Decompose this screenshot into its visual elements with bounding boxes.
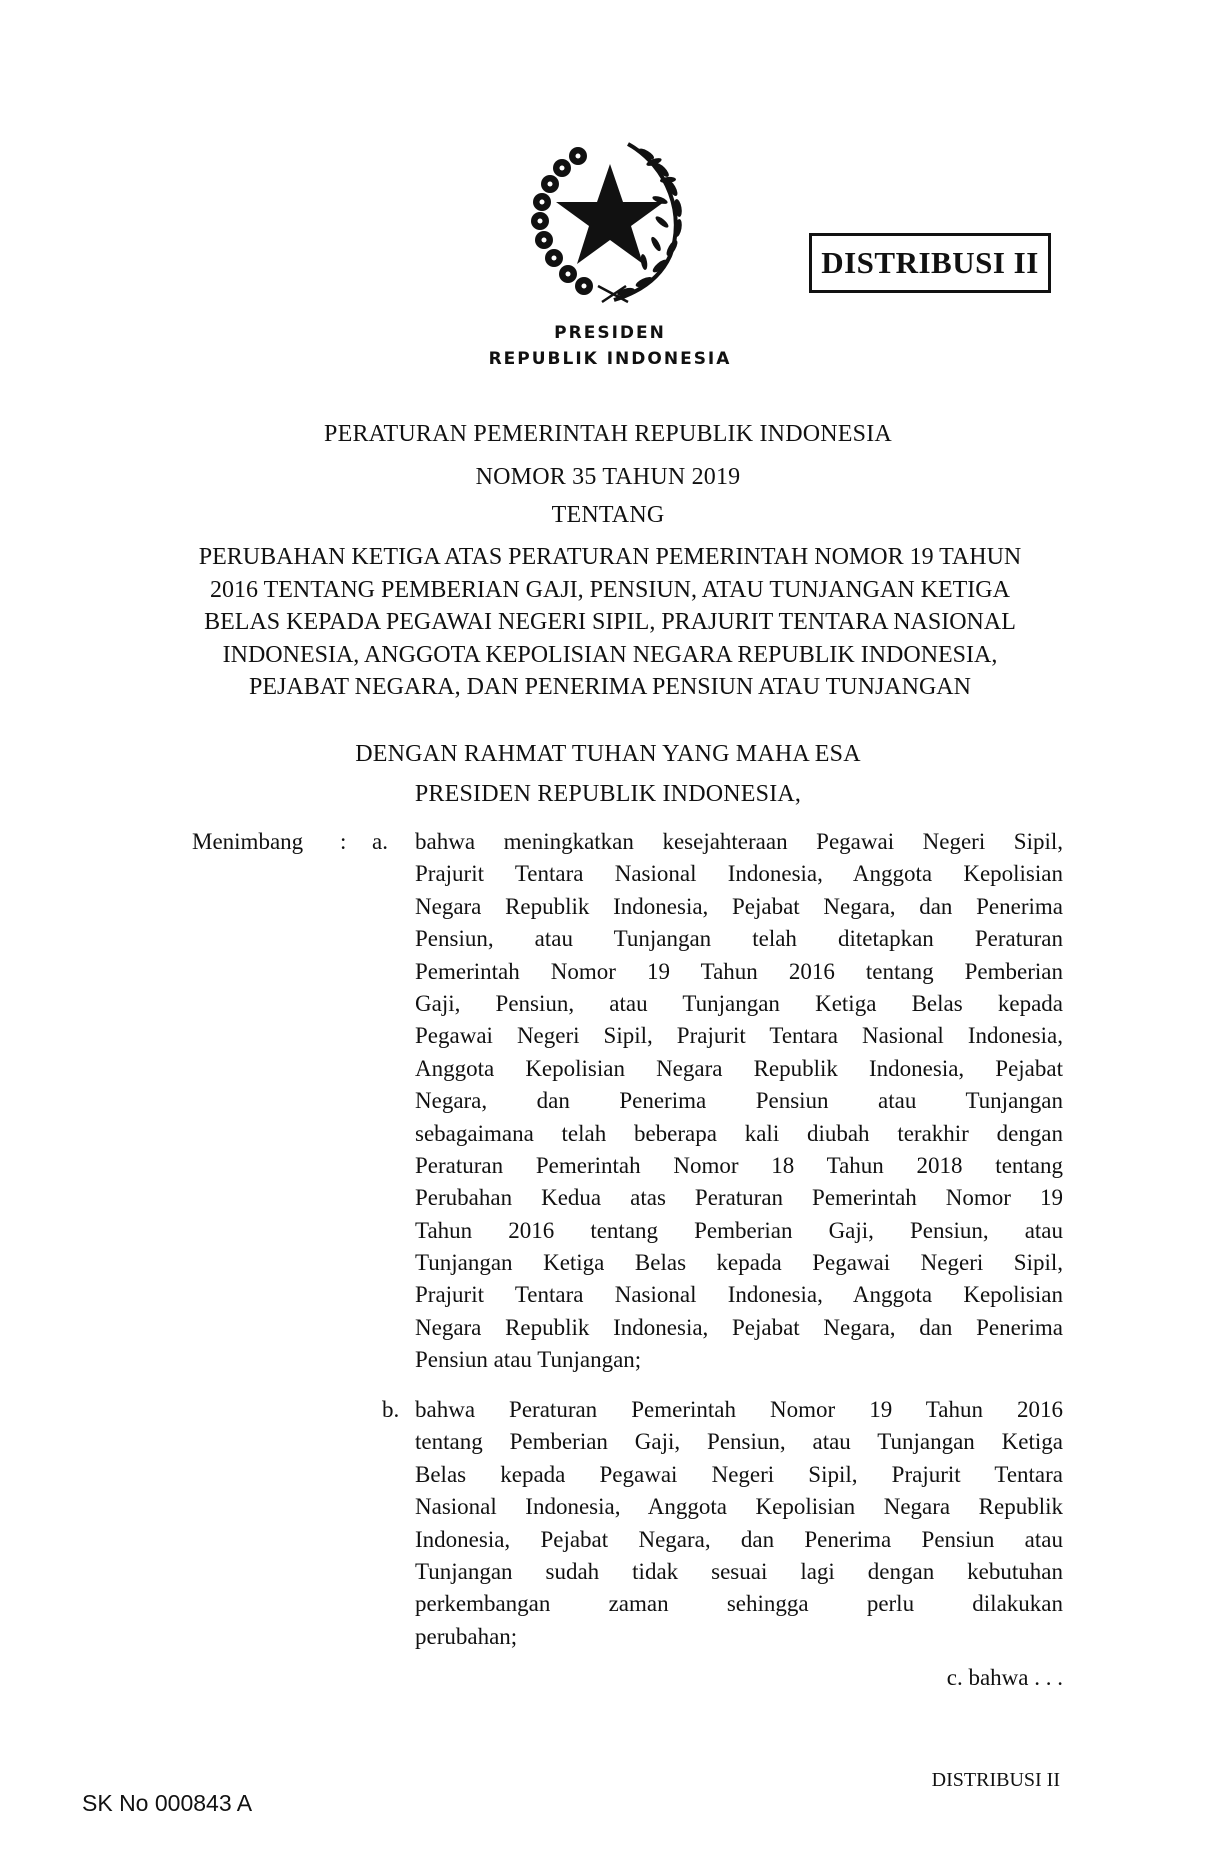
presidential-emblem-icon [528,136,692,304]
text-line: Prajurit Tentara Nasional Indonesia, Anggota Kepolisian [415,1282,1063,1308]
sk-number: SK No 000843 A [82,1790,253,1816]
text-line: Tunjangan Ketiga Belas kepada Pegawai Negeri Sipil, [415,1250,1063,1276]
text-line: perkembangan zaman sehingga perlu dilakukan [415,1591,1063,1617]
text-line: Prajurit Tentara Nasional Indonesia, Anggota Kepolisian [415,861,1063,887]
text-line: Negara, dan Penerima Pensiun atau Tunjangan [415,1088,1063,1114]
text-line: bahwa Peraturan Pemerintah Nomor 19 Tahun 2016 [415,1397,1063,1422]
text-line: Perubahan Kedua atas Peraturan Pemerintah Nomor 19 [415,1185,1063,1211]
menimbang-colon: : [340,829,347,854]
item-letter-b: b. [382,1397,400,1422]
regulation-subject [188,541,1032,704]
text-line: Negara Republik Indonesia, Pejabat Negara, dan Penerima [415,893,1063,919]
text-line: Pensiun atau Tunjangan; [415,1347,642,1373]
menimbang-label: Menimbang [192,829,304,854]
text-line: Indonesia, Pejabat Negara, dan Penerima Pensiun atau [415,1526,1063,1552]
page-continuation: c. bahwa . . . [946,1665,1063,1690]
text-line: Belas kepada Pegawai Negeri Sipil, Prajurit Tentara [415,1461,1063,1487]
item-letter-a: a. [372,829,388,854]
text-line: Negara Republik Indonesia, Pejabat Negara, dan Penerima [415,1314,1063,1340]
subject-line: PEJABAT NEGARA, DAN PENERIMA PENSIUN ATAU TUNJANGAN [249,674,971,700]
text-line: Tahun 2016 tentang Pemberian Gaji, Pensiun, atau [415,1217,1063,1243]
text-line: Gaji, Pensiun, atau Tunjangan Ketiga Belas kepada [415,990,1063,1016]
text-line: Peraturan Pemerintah Nomor 18 Tahun 2018 tentang [415,1152,1063,1178]
distribution-badge: DISTRIBUSI II [809,233,1051,293]
text-line: Pemerintah Nomor 19 Tahun 2016 tentang Pemberian [415,958,1063,984]
regulation-number: NOMOR 35 TAHUN 2019 [475,464,741,490]
regulation-tentang: TENTANG [551,502,665,528]
subject-line: BELAS KEPADA PEGAWAI NEGERI SIPIL, PRAJURIT TENTARA NASIONAL [204,609,1016,635]
text-line: bahwa meningkatkan kesejahteraan Pegawai Negeri Sipil, [415,829,1063,854]
consideration-item-a [415,826,1063,1377]
text-line: Pegawai Negeri Sipil, Prajurit Tentara Nasional Indonesia, [415,1023,1063,1049]
subject-line: PERUBAHAN KETIGA ATAS PERATURAN PEMERINTAH NOMOR 19 TAHUN [198,544,1022,570]
issuer-line-presiden: PRESIDEN [554,323,666,343]
text-line: sebagaimana telah beberapa kali diubah terakhir dengan [415,1120,1063,1146]
subject-line: INDONESIA, ANGGOTA KEPOLISIAN NEGARA REPUBLIK INDONESIA, [222,641,998,668]
regulation-title: PERATURAN PEMERINTAH REPUBLIK INDONESIA [324,421,892,447]
text-line: Anggota Kepolisian Negara Republik Indonesia, Pejabat [415,1055,1063,1081]
text-line: Tunjangan sudah tidak sesuai lagi dengan kebutuhan [415,1558,1063,1584]
preamble-divine: DENGAN RAHMAT TUHAN YANG MAHA ESA [355,741,861,767]
subject-line: 2016 TENTANG PEMBERIAN GAJI, PENSIUN, ATAU TUNJANGAN KETIGA [210,576,1010,603]
text-line: Nasional Indonesia, Anggota Kepolisian Negara Republik [415,1494,1063,1520]
text-line: perubahan; [415,1623,518,1649]
preamble-president: PRESIDEN REPUBLIK INDONESIA, [414,781,802,807]
text-line: Pensiun, atau Tunjangan telah ditetapkan Peraturan [415,926,1063,952]
text-line: tentang Pemberian Gaji, Pensiun, atau Tunjangan Ketiga [415,1429,1063,1455]
issuer-line-republik: REPUBLIK INDONESIA [488,349,732,369]
consideration-item-b [415,1394,1063,1653]
footer-distribution: DISTRIBUSI II [931,1769,1060,1791]
